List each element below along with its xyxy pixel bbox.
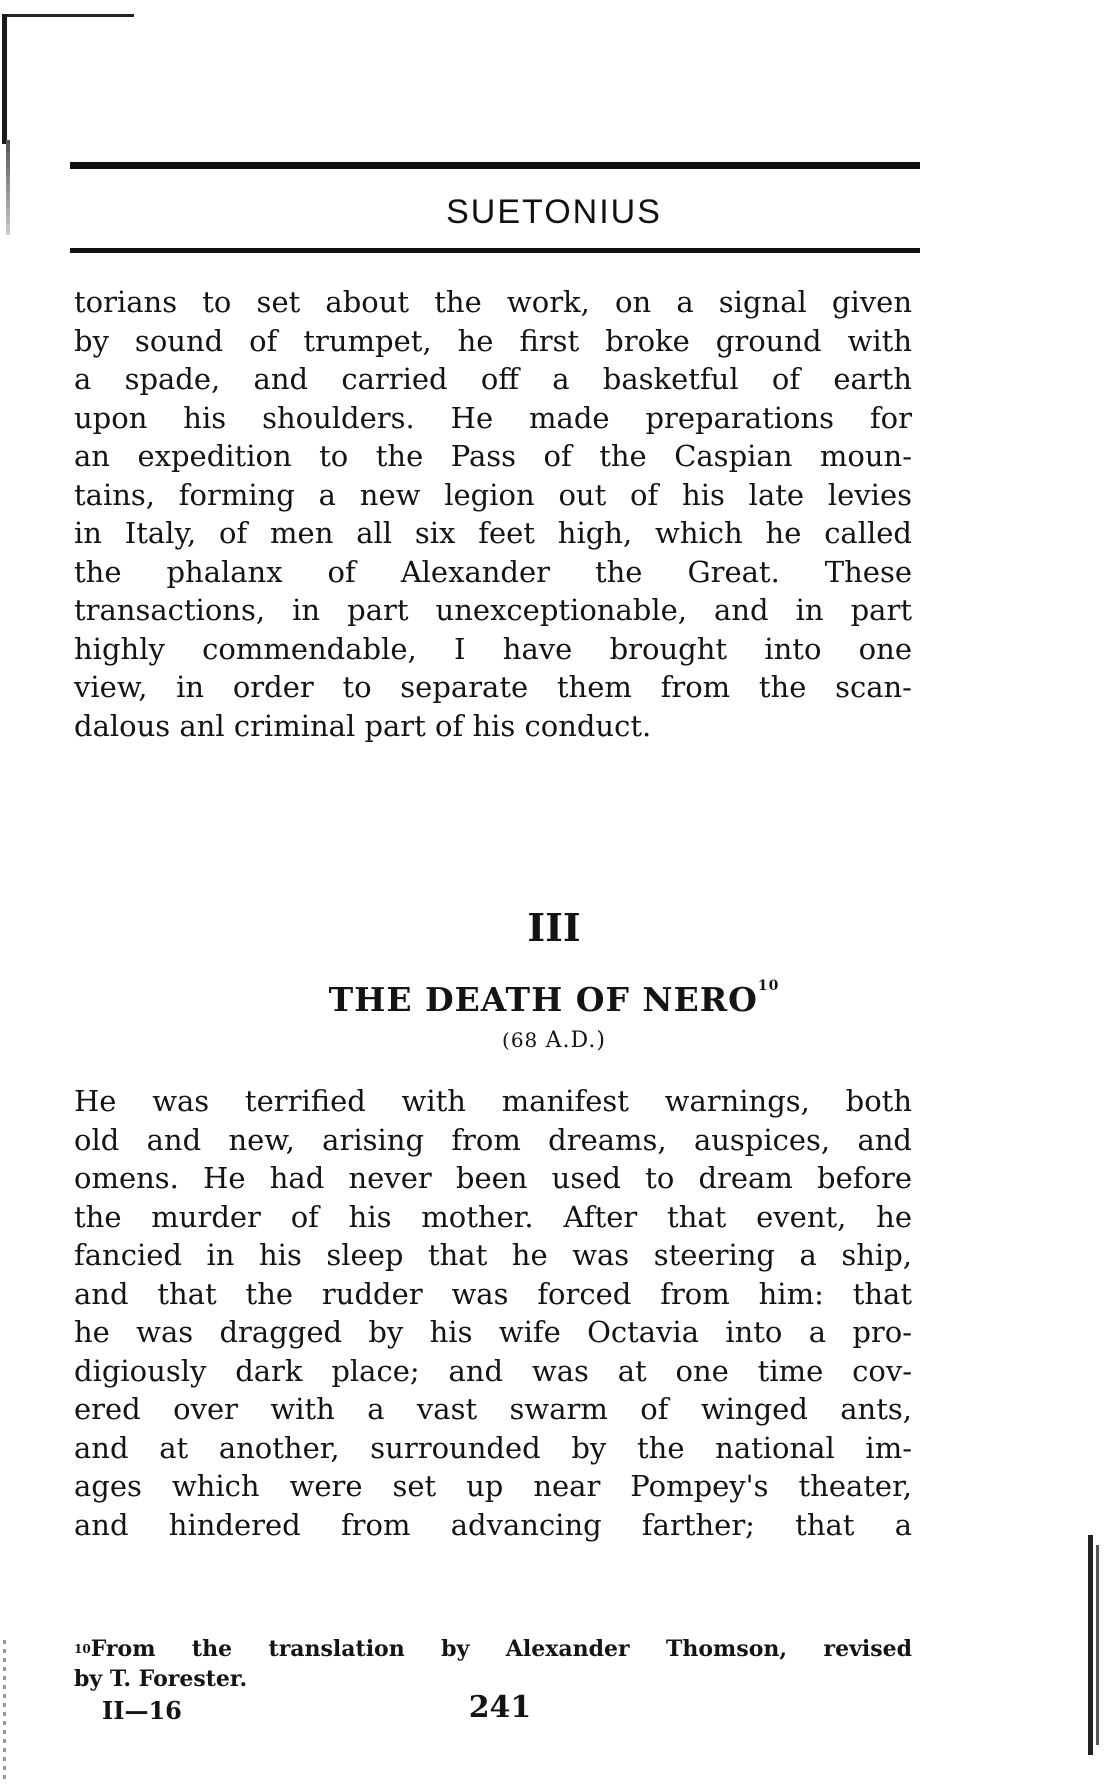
text-line: highly commendable, I have brought into one <box>74 631 912 666</box>
text-line: transactions, in part unexceptionable, and in part <box>74 593 912 627</box>
text-line: the phalanx of Alexander the Great. These <box>74 554 912 589</box>
continued-paragraph <box>74 283 912 745</box>
text-line: a spade, and carried off a basketful of earth <box>74 362 912 396</box>
signature-mark: II—16 <box>102 1696 182 1725</box>
footnote-line: by T. Forester. <box>74 1666 248 1692</box>
page-number: 241 <box>468 1690 532 1725</box>
footnote-marker: 10 <box>74 1642 91 1656</box>
date-number: (68 <box>502 1028 539 1052</box>
text-line: digiously dark place; and was at one time cov- <box>74 1353 912 1388</box>
text-line: he was dragged by his wife Octavia into a pro- <box>74 1315 912 1349</box>
scan-edge-mark <box>1088 1535 1093 1755</box>
text-line: view, in order to separate them from the scan- <box>74 670 912 704</box>
section-title <box>0 980 1108 1019</box>
footnote-line <box>74 1634 912 1664</box>
footnote <box>74 1634 912 1694</box>
text-line: by sound of trumpet, he first broke ground with <box>74 323 912 358</box>
scan-edge-mark <box>4 14 134 17</box>
text-line: dalous anl criminal part of his conduct. <box>74 708 652 743</box>
text-line: and that the rudder was forced from him: that <box>74 1276 912 1311</box>
section-date <box>0 1028 1108 1053</box>
text-line: fancied in his sleep that he was steering a ship, <box>74 1238 912 1272</box>
text-line: old and new, arising from dreams, auspices, and <box>74 1122 912 1157</box>
text-line: and at another, surrounded by the national im- <box>74 1430 912 1465</box>
text-line: He was terrified with manifest warnings, both <box>74 1084 912 1118</box>
running-head: SUETONIUS <box>446 193 662 231</box>
text-line: omens. He had never been used to dream before <box>74 1161 912 1195</box>
text-line: upon his shoulders. He made preparations for <box>74 400 912 435</box>
date-era: A.D.) <box>545 1028 606 1053</box>
header-rule-top <box>70 162 920 169</box>
section-title-text: THE DEATH OF NERO <box>328 980 758 1019</box>
header-rule-bottom <box>70 248 920 253</box>
text-line: an expedition to the Pass of the Caspian moun- <box>74 439 912 473</box>
text-line: the murder of his mother. After that event, he <box>74 1199 912 1234</box>
text-line: and hindered from advancing farther; that a <box>74 1507 912 1542</box>
text-line: tains, forming a new legion out of his late levies <box>74 477 912 512</box>
text-line: ered over with a vast swarm of winged ants, <box>74 1392 912 1426</box>
footnote-text: From the translation by Alexander Thomson, revised <box>90 1636 912 1662</box>
text-line: in Italy, of men all six feet high, which he called <box>74 516 912 550</box>
section-number: III <box>527 905 581 950</box>
scan-edge-mark <box>2 14 7 144</box>
scan-edge-mark <box>1096 1545 1099 1745</box>
body-paragraph <box>74 1082 912 1544</box>
text-line: torians to set about the work, on a signal given <box>74 285 912 319</box>
text-line: ages which were set up near Pompey's theater, <box>74 1469 912 1503</box>
footnote-reference: 10 <box>757 978 780 994</box>
